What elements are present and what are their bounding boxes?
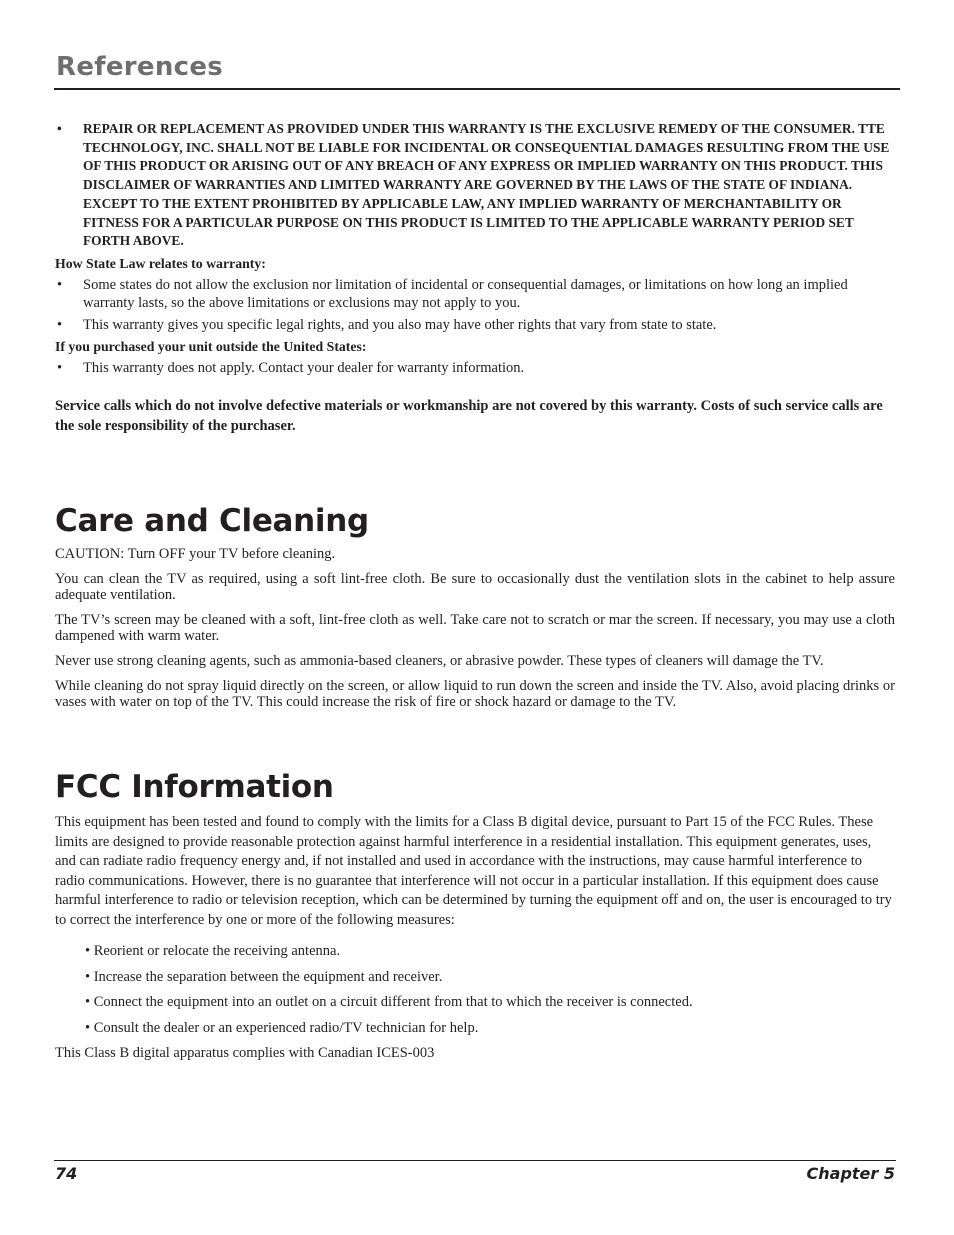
list-item: • This warranty does not apply. Contact your dealer for warranty information. bbox=[55, 359, 895, 378]
care-paragraph: You can clean the TV as required, using a soft lint-free cloth. Be sure to occasionally dust the ventilation slots in the cabinet to help assure adequate ventilation. bbox=[55, 571, 895, 603]
footer-divider bbox=[54, 1160, 896, 1161]
care-title: Care and Cleaning bbox=[55, 503, 369, 539]
outside-us-heading: If you purchased your unit outside the United States: bbox=[55, 339, 367, 355]
state-law-heading: How State Law relates to warranty: bbox=[55, 255, 266, 271]
section-header-title: References bbox=[56, 52, 224, 82]
warranty-disclaimer-list bbox=[55, 120, 895, 251]
list-item: • Reorient or relocate the receiving antenna. bbox=[85, 943, 341, 959]
canada-compliance-note: This Class B digital apparatus complies with Canadian ICES-003 bbox=[55, 1045, 435, 1061]
header-divider bbox=[54, 88, 900, 90]
list-item: • Some states do not allow the exclusion nor limitation of incidental or consequential damages, or limitations on how long an implied warranty lasts, so the above limitations or exclusions may not apply to you. bbox=[55, 276, 895, 313]
state-law-list bbox=[55, 276, 895, 335]
fcc-section bbox=[55, 813, 895, 1063]
service-calls-note: Service calls which do not involve defective materials or workmanship are not covered by this warranty. Costs of such service calls are the sole responsibility of the purchaser. bbox=[55, 397, 883, 434]
list-item: • Consult the dealer or an experienced radio/TV technician for help. bbox=[85, 1019, 479, 1036]
warranty-section bbox=[55, 120, 895, 436]
chapter-label: Chapter 5 bbox=[806, 1164, 895, 1183]
fcc-body: This equipment has been tested and found to comply with the limits for a Class B digital device, pursuant to Part 15 of the FCC Rules. These limits are designed to provide reasonable protection against harmful interference in a residential installation. This equipment generates, uses, and can radiate radio frequency energy and, if not installed and used in accordance with the instructions, may cause harmful interference to radio communications. However, there is no guarantee that interference will not occur in a particular installation. If this equipment does cause harmful interference to radio or television reception, which can be determined by turning the equipment off and on, the user is encouraged to try to correct the interference by one or more of the following measures: bbox=[55, 814, 892, 928]
list-item: • Connect the equipment into an outlet on a circuit different from that to which the receiver is connected. bbox=[85, 994, 693, 1010]
list-item: • Increase the separation between the equipment and receiver. bbox=[85, 968, 443, 985]
warranty-disclaimer: • REPAIR OR REPLACEMENT AS PROVIDED UNDER THIS WARRANTY IS THE EXCLUSIVE REMEDY OF THE CONSUMER. TTE TECHNOLOGY, INC. SHALL NOT BE LIABLE FOR INCIDENTAL OR CONSEQUENTIAL DAMAGES RESULTING FROM THE USE OF THIS PRODUCT OR ARISING OUT OF ANY BREACH OF ANY EXPRESS OR IMPLIED WARRANTY ON THIS PRODUCT. THIS DISCLAIMER OF WARRANTIES AND LIMITED WARRANTY ARE GOVERNED BY THE LAWS OF THE STATE OF INDIANA. EXCEPT TO THE EXTENT PROHIBITED BY APPLICABLE LAW, ANY IMPLIED WARRANTY OF MERCHANTABILITY OR FITNESS FOR A PARTICULAR PURPOSE ON THIS PRODUCT IS LIMITED TO THE APPLICABLE WARRANTY PERIOD SET FORTH ABOVE. bbox=[55, 120, 895, 251]
care-paragraph: CAUTION: Turn OFF your TV before cleaning. bbox=[55, 546, 336, 562]
care-section bbox=[55, 546, 895, 719]
care-paragraph: While cleaning do not spray liquid directly on the screen, or allow liquid to run down the screen and inside the TV. Also, avoid placing drinks or vases with water on top of the TV. This could increase the risk of fire or shock hazard or damage to the TV. bbox=[55, 678, 895, 710]
outside-us-list bbox=[55, 359, 895, 378]
fcc-measures-list bbox=[85, 942, 895, 1038]
page-number: 74 bbox=[55, 1164, 78, 1183]
list-item: • This warranty gives you specific legal rights, and you also may have other rights that vary from state to state. bbox=[55, 316, 895, 335]
fcc-title: FCC Information bbox=[55, 769, 334, 805]
care-paragraph: Never use strong cleaning agents, such as ammonia-based cleaners, or abrasive powder. These types of cleaners will damage the TV. bbox=[55, 653, 824, 669]
care-paragraph: The TV’s screen may be cleaned with a soft, lint-free cloth as well. Take care not to scratch or mar the screen. If necessary, you may use a cloth dampened with warm water. bbox=[55, 612, 895, 644]
